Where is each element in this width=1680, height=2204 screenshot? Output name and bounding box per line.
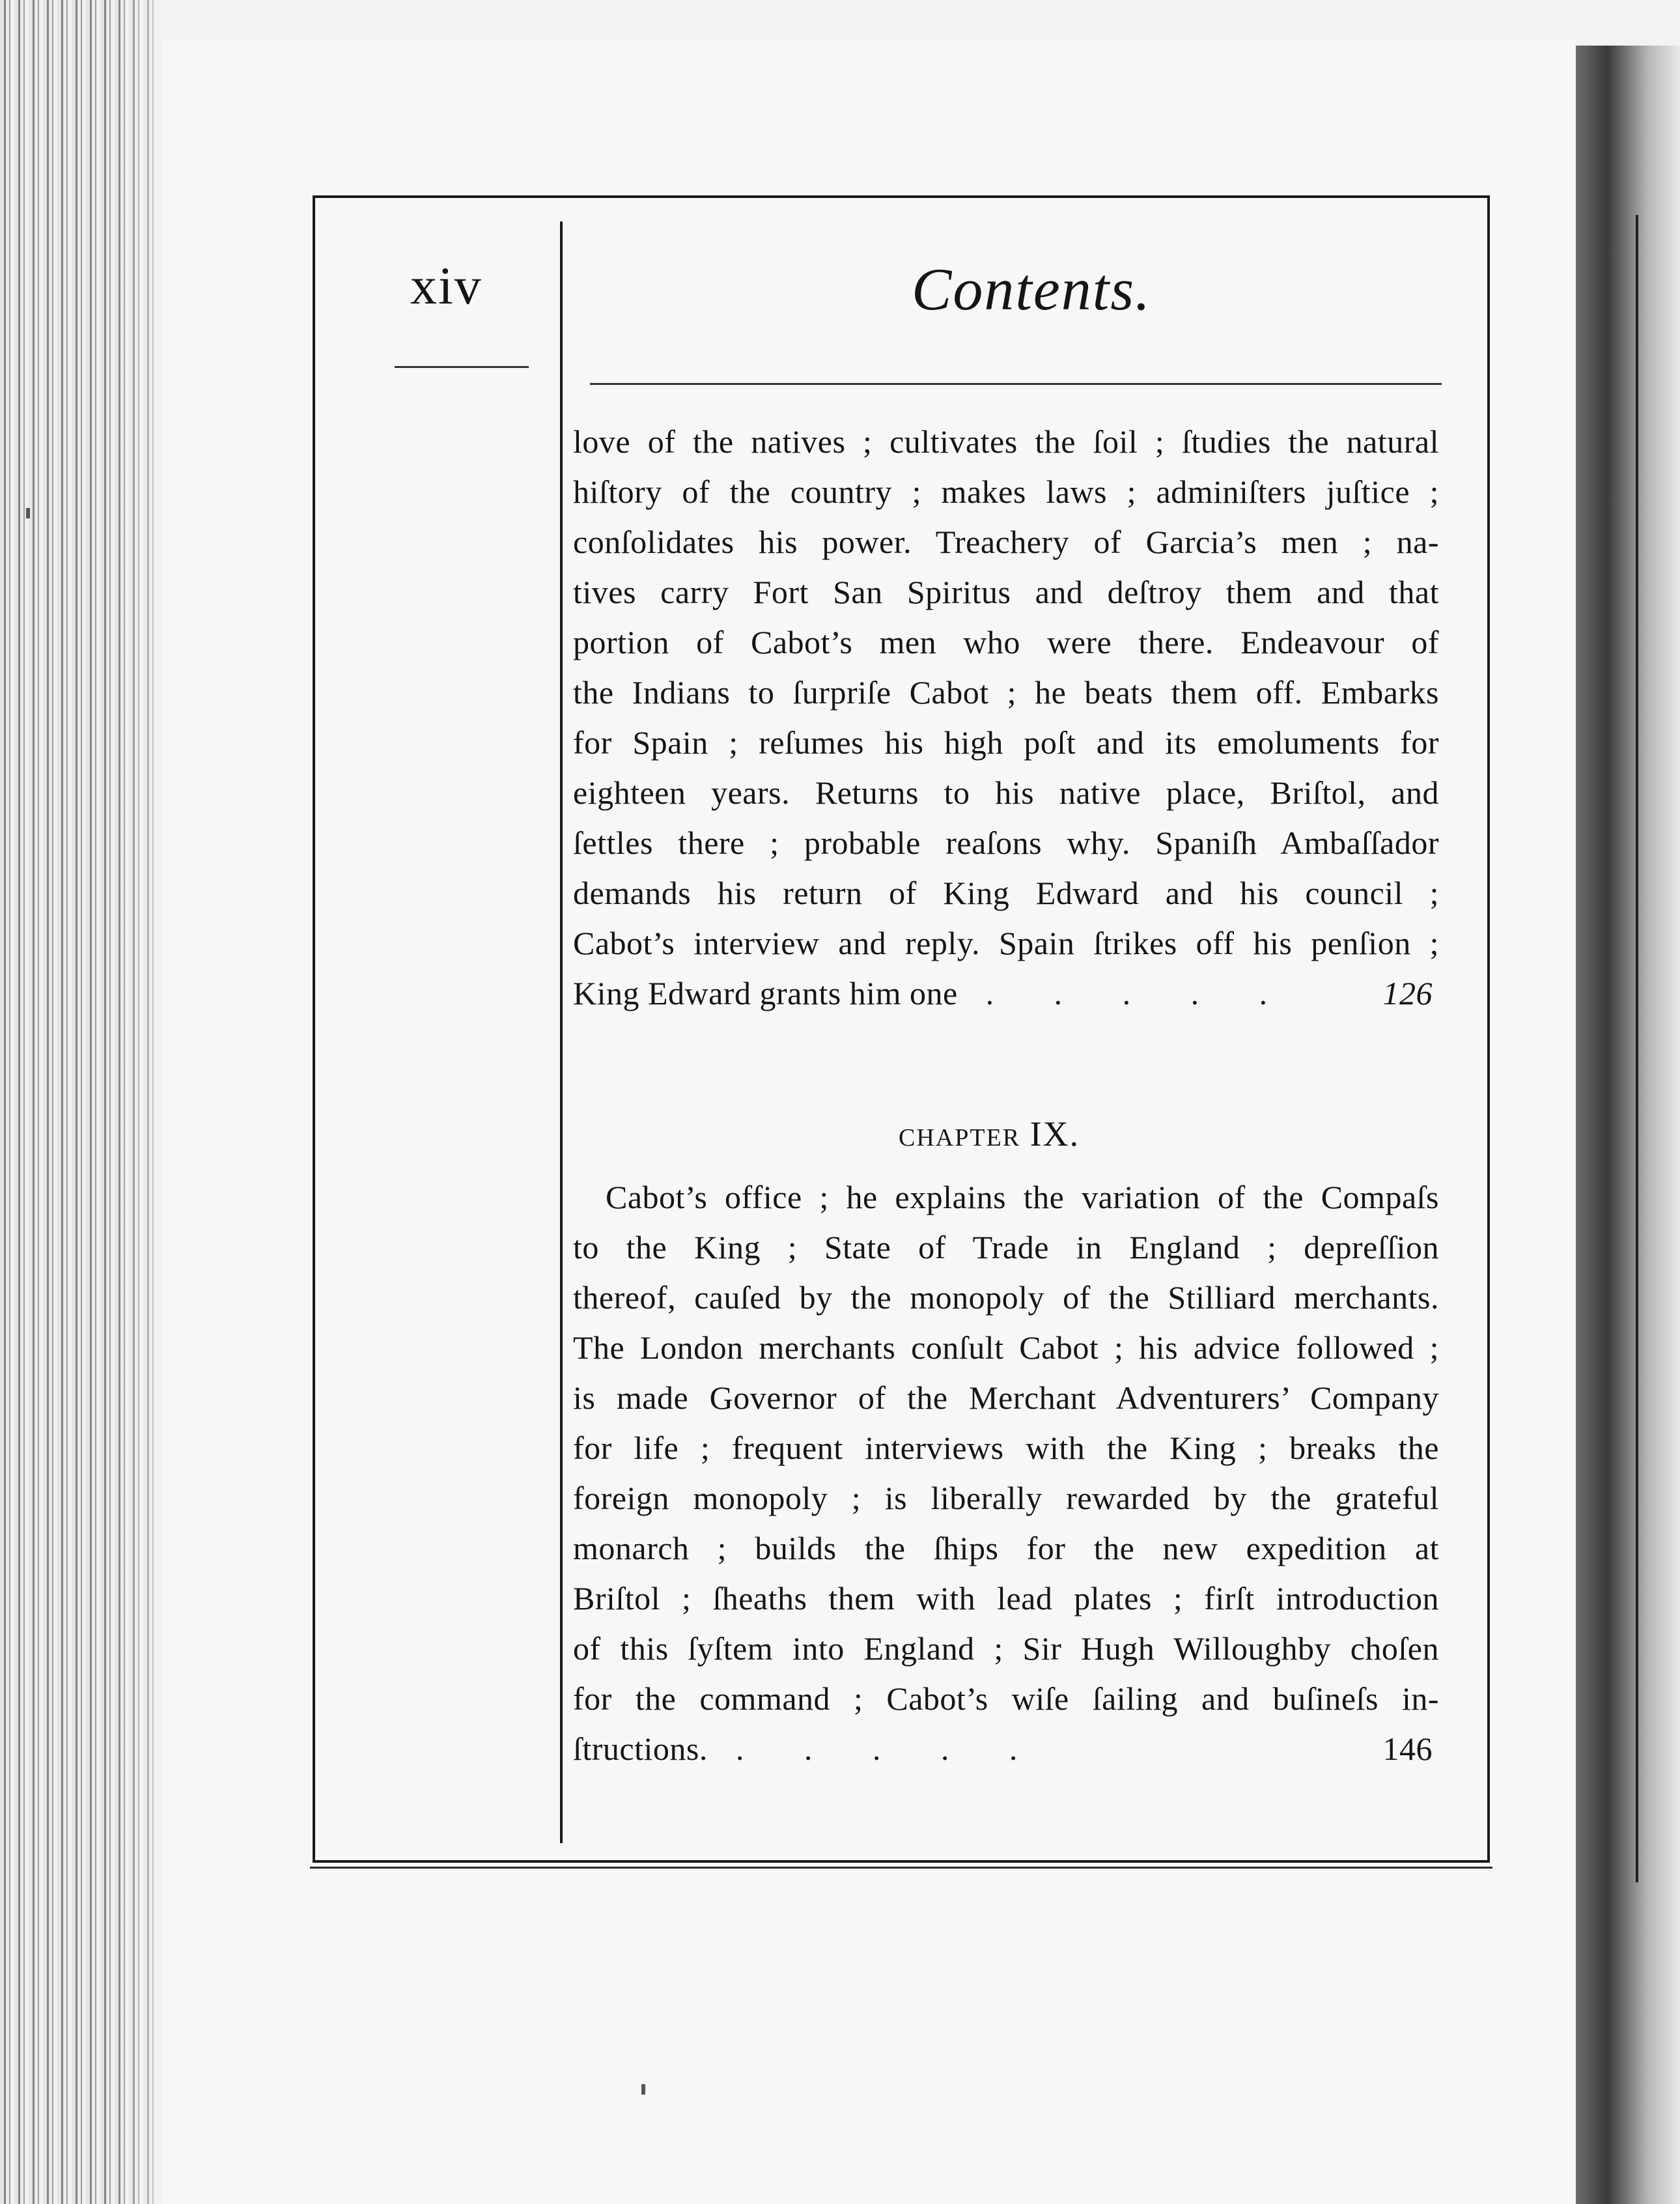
entry-line: of this ſyſtem into England ; Sir Hugh Willoughby choſen — [573, 1630, 1439, 1667]
header-rule — [590, 383, 1442, 385]
running-head: Contents. — [912, 256, 1152, 322]
entry-line: for the command ; Cabot’s wiſe ſailing and buſineſs in- — [573, 1680, 1439, 1717]
contents-entry-chapter-ix — [573, 1172, 1439, 1774]
entry-line: portion of Cabot’s men who were there. Endeavour of — [573, 624, 1439, 660]
entry-line: King Edward grants him one — [573, 975, 958, 1011]
chapter-number: IX. — [1029, 1114, 1080, 1153]
entry-line: the Indians to ſurpriſe Cabot ; he beats them off. Embarks — [573, 674, 1439, 711]
entry-line: ſtructions. — [573, 1731, 708, 1767]
entry-last-line — [573, 968, 1439, 1019]
entry-line: Cabot’s interview and reply. Spain ſtrikes off his penſion ; — [573, 925, 1439, 961]
entry-line: is made Governor of the Merchant Adventurers’ Company — [573, 1379, 1439, 1416]
entry-line: thereof, cauſed by the monopoly of the Stilliard merchants. — [573, 1279, 1439, 1316]
entry-line: hiſtory of the country ; makes laws ; adminiſters juſtice ; — [573, 473, 1439, 510]
margin-rule — [395, 366, 529, 368]
column-divider — [560, 221, 563, 1843]
entry-last-line — [573, 1724, 1439, 1774]
scan-speck — [641, 2084, 645, 2095]
page-number: xiv — [410, 256, 483, 315]
page-reference: 126 — [1382, 975, 1433, 1011]
entry-line: to the King ; State of Trade in England ; depreſſion — [573, 1229, 1439, 1265]
entry-line: The London merchants conſult Cabot ; his advice followed ; — [573, 1329, 1439, 1366]
leader-dots: . . . . . — [985, 975, 1268, 1011]
next-page-frame-line — [1636, 215, 1638, 1882]
entry-line: demands his return of King Edward and his council ; — [573, 875, 1439, 911]
page-reference: 146 — [1382, 1731, 1433, 1767]
chapter-label: CHAPTER — [899, 1124, 1021, 1151]
entry-line: tives carry Fort San Spiritus and deſtroy them and that — [573, 574, 1439, 610]
scan-speck — [26, 508, 30, 518]
entry-line: foreign monopoly ; is liberally rewarded by the grateful — [573, 1480, 1439, 1516]
next-page-edge — [1576, 46, 1680, 2204]
contents-entry-chapter-viii — [573, 417, 1439, 1019]
entry-line: conſolidates his power. Treachery of Garcia’s men ; na- — [573, 524, 1439, 560]
entry-line: love of the natives ; cultivates the ſoil ; ſtudies the natural — [573, 423, 1439, 460]
entry-line: monarch ; builds the ſhips for the new expedition at — [573, 1530, 1439, 1566]
frame-bottom-double-rule — [310, 1867, 1492, 1869]
chapter-heading — [899, 1116, 1080, 1151]
entry-line: eighteen years. Returns to his native place, Briſtol, and — [573, 774, 1439, 811]
entry-line: for life ; frequent interviews with the King ; breaks the — [573, 1430, 1439, 1466]
entry-line: Briſtol ; ſheaths them with lead plates ; firſt introduction — [573, 1580, 1439, 1617]
leader-dots: . . . . . — [735, 1731, 1018, 1767]
entry-line: for Spain ; reſumes his high poſt and its emoluments for — [573, 724, 1439, 761]
entry-line: ſettles there ; probable reaſons why. Spaniſh Ambaſſador — [573, 825, 1439, 861]
entry-line: Cabot’s office ; he explains the variation of the Compaſs — [606, 1179, 1439, 1215]
